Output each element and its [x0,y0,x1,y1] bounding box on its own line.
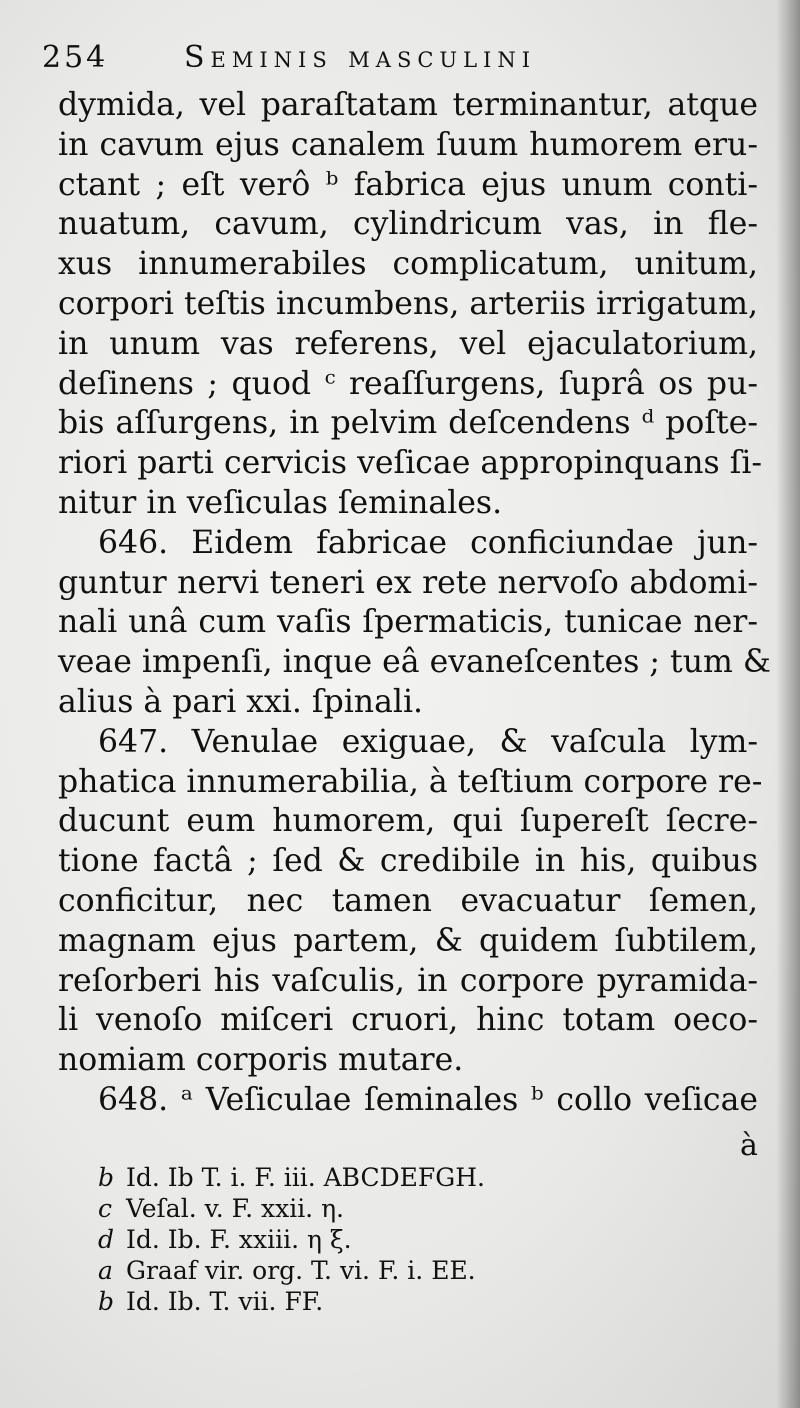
page-number: 254 [42,40,109,75]
footnote [98,1193,658,1224]
catchword: à [740,1128,758,1163]
text-line: corpori teſtis incumbens, arteriis irrigatum, [58,285,758,322]
footnote [98,1286,658,1317]
text-line: ducunt eum humorem, qui ſupereſt ſecre- [58,803,758,840]
text-line: reſorberi his vaſculis, in corpore pyramida- [58,962,758,999]
text-line: alius à pari xxi. ſpinali. [58,683,424,720]
paragraph-646-start: 646. Eidem fabricae conficiundae jun- [98,524,758,561]
text-line: guntur nervi teneri ex rete nervoſo abdomi- [58,564,758,601]
body-text [58,86,771,1121]
footnote-text: Id. Ib T. i. F. iii. ABCDEFGH. [126,1163,485,1192]
footnote-mark: b [98,1287,115,1316]
text-line: in unum vas referens, vel ejaculatorium, [58,325,758,362]
footnotes [98,1162,658,1317]
footnote-text: Veſal. v. F. xxii. η. [126,1194,345,1223]
footnote-mark: a [98,1256,113,1285]
footnote-text: Graaf vir. org. T. vi. F. i. EE. [126,1256,476,1285]
paragraph-647-start: 647. Venulae exiguae, & vaſcula lym- [98,723,758,760]
running-title: Seminis masculini [184,40,537,75]
footnote-text: Id. Ib. T. vii. FF. [126,1287,324,1316]
text-line: nitur in veſiculas ſeminales. [58,484,503,521]
text-line: phatica innumerabilia, à teſtium corpore re- [58,763,763,800]
page-edge-shadow [776,0,800,1408]
footnote [98,1255,658,1286]
page-header [42,40,762,90]
text-line: nomiam corporis mutare. [58,1042,464,1079]
footnote-mark: d [98,1225,115,1254]
paragraph-648-start: 648. ᵃ Veſiculae ſeminales ᵇ collo veſicae [98,1081,758,1118]
text-line: dymida, vel paraſtatam terminantur, atque [58,87,758,123]
text-line: veae impenſi, inque eâ evaneſcentes ; tum & [58,644,771,681]
text-line: bis aſſurgens, in pelvim deſcendens ᵈ poſte- [58,405,758,442]
text-line: riori parti cervicis veſicae appropinquans ſi- [58,445,763,482]
footnote [98,1162,658,1193]
footnote-mark: b [98,1163,115,1192]
text-line: li venoſo miſceri cruori, hinc totam oeco- [58,1002,758,1039]
text-line: nali unâ cum vaſis ſpermaticis, tunicae ner- [58,604,758,641]
text-line: deſinens ; quod ᶜ reaſſurgens, ſuprâ os pu- [58,365,758,402]
text-line: xus innumerabiles complicatum, unitum, [58,246,758,283]
text-line: magnam ejus partem, & quidem ſubtilem, [58,922,758,959]
text-line: ctant ; eſt verô ᵇ fabrica ejus unum conti- [58,166,758,203]
text-line: tione factâ ; ſed & credibile in his, quibus [58,843,758,880]
text-line: conficitur, nec tamen evacuatur ſemen, [58,882,758,919]
footnote [98,1224,658,1255]
footnote-mark: c [98,1194,113,1223]
footnote-text: Id. Ib. F. xxiii. η ξ. [126,1225,352,1254]
text-line: nuatum, cavum, cylindricum vas, in fle- [58,206,758,243]
text-line: in cavum ejus canalem ſuum humorem eru- [58,126,758,163]
